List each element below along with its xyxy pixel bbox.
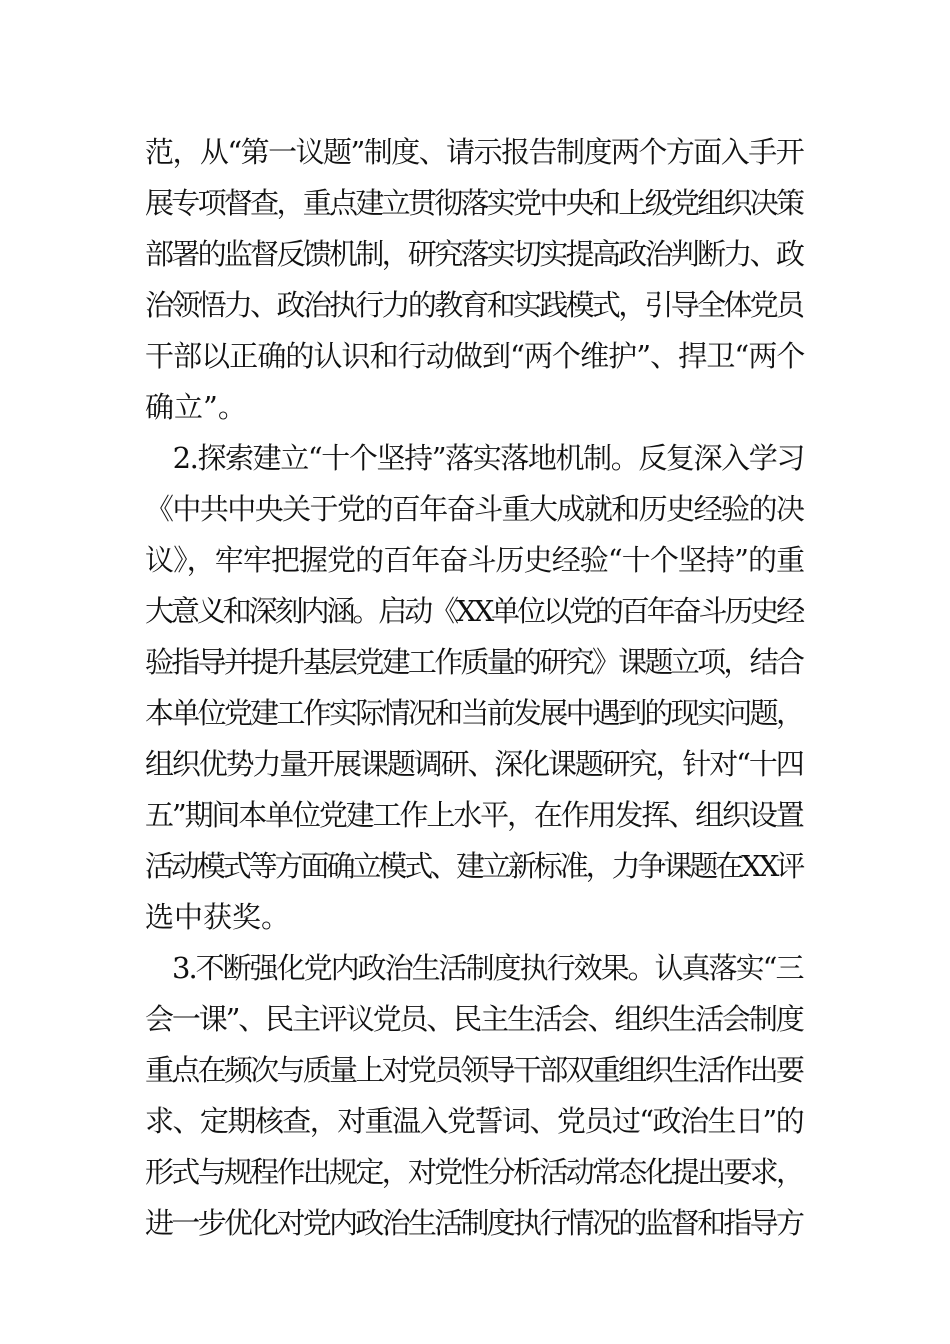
text-line-15: 活动模式等方面确立模式、建立新标准，力争课题在XX评	[145, 849, 803, 883]
text-line-11: 验指导并提升基层党建工作质量的研究》课题立项，结合	[145, 645, 803, 679]
text-line-19: 重点在频次与质量上对党员领导干部双重组织生活作出要	[145, 1053, 803, 1087]
text-line-16: 选中获奖。	[145, 900, 291, 934]
text-line-1: 范，从“第一议题”制度、请示报告制度两个方面入手开	[145, 135, 804, 169]
text-line-21: 形式与规程作出规定，对党性分析活动常态化提出要求，	[145, 1155, 803, 1189]
text-line-9: 议》，牢牢把握党的百年奋斗历史经验“十个坚持”的重	[145, 543, 805, 577]
text-line-6: 确立”。	[145, 390, 247, 424]
text-line-7: 2.探索建立“十个坚持”落实落地机制。反复深入学习	[145, 441, 804, 475]
text-line-4: 治领悟力、政治执行力的教育和实践模式，引导全体党员	[145, 288, 803, 322]
text-line-2: 展专项督查，重点建立贯彻落实党中央和上级党组织决策	[145, 186, 803, 220]
text-line-18: 会一课”、民主评议党员、民主生活会、组织生活会制度	[145, 1002, 803, 1036]
text-line-22: 进一步优化对党内政治生活制度执行情况的监督和指导方	[145, 1206, 803, 1240]
text-line-17: 3.不断强化党内政治生活制度执行效果。认真落实“三	[145, 951, 803, 985]
text-line-14: 五”期间本单位党建工作上水平，在作用发挥、组织设置	[145, 798, 803, 832]
text-line-10: 大意义和深刻内涵。启动《XX单位以党的百年奋斗历史经	[145, 594, 803, 628]
text-line-13: 组织优势力量开展课题调研、深化课题研究，针对“十四	[145, 747, 803, 781]
text-line-3: 部署的监督反馈机制，研究落实切实提高政治判断力、政	[145, 237, 803, 271]
text-line-8: 《中共中央关于党的百年奋斗重大成就和历史经验的决	[145, 492, 804, 526]
body-text	[145, 127, 805, 1249]
text-line-5: 干部以正确的认识和行动做到“两个维护”、捍卫“两个	[145, 339, 805, 373]
text-line-20: 求、定期核查，对重温入党誓词、党员过“政治生日”的	[145, 1104, 804, 1138]
text-line-12: 本单位党建工作实际情况和当前发展中遇到的现实问题，	[145, 696, 803, 730]
